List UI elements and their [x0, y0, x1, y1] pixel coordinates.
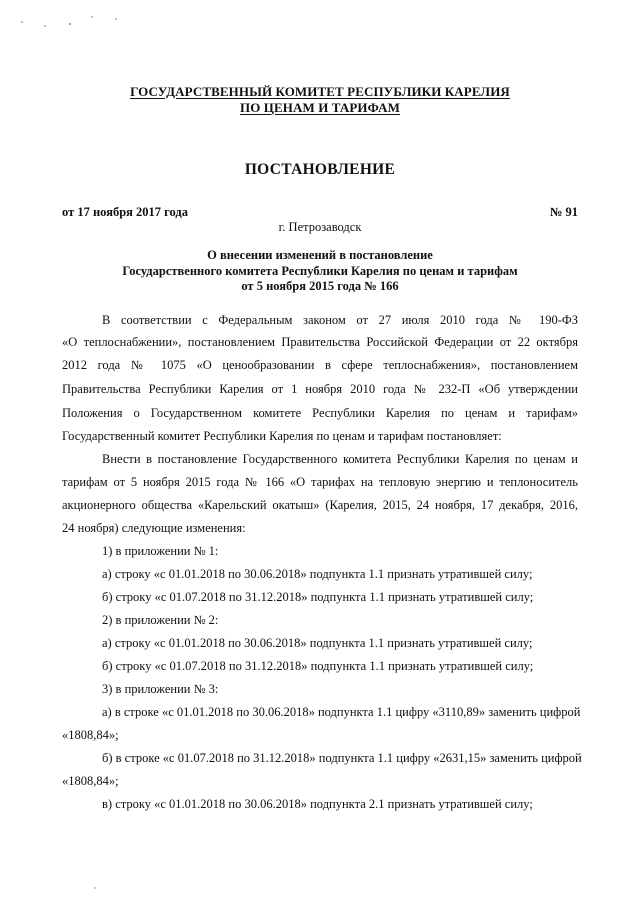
paragraph-line: Государственный комитет Республики Карелия по ценам и тарифам постановляет:	[62, 429, 502, 443]
list-item: а) строку «с 01.01.2018 по 30.06.2018» подпункта 1.1 признать утратившей силу;	[102, 567, 533, 581]
org-name-line1: ГОСУДАРСТВЕННЫЙ КОМИТЕТ РЕСПУБЛИКИ КАРЕЛИЯ	[130, 84, 510, 99]
list-item: в) строку «с 01.01.2018 по 30.06.2018» подпункта 2.1 признать утратившей силу;	[102, 797, 533, 811]
paragraph-line: Внести в постановление Государственного комитета Республики Карелия по ценам и	[102, 452, 578, 466]
subject-line-1: О внесении изменений в постановление	[207, 248, 433, 262]
list-item: 2) в приложении № 2:	[102, 613, 219, 627]
list-item: 3) в приложении № 3:	[102, 682, 219, 696]
paragraph-line: Положения о Государственном комитете Республики Карелия по ценам и тарифам»	[62, 406, 578, 420]
org-name-line2: ПО ЦЕНАМ И ТАРИФАМ	[240, 100, 400, 115]
list-item: б) строку «с 01.07.2018 по 31.12.2018» подпункта 1.1 признать утратившей силу;	[102, 659, 534, 673]
paragraph-line: «О теплоснабжении», постановлением Правительства Российской Федерации от 22 октября	[62, 335, 578, 349]
list-item: 1) в приложении № 1:	[102, 544, 219, 558]
document-number: № 91	[549, 205, 578, 219]
list-item: а) строку «с 01.01.2018 по 30.06.2018» подпункта 1.1 признать утратившей силу;	[102, 636, 533, 650]
list-item: б) строку «с 01.07.2018 по 31.12.2018» подпункта 1.1 признать утратившей силу;	[102, 590, 534, 604]
paragraph-line: акционерного общества «Карельский окатыш» (Карелия, 2015, 24 ноября, 17 декабря, 2016,	[62, 498, 578, 512]
list-item-continuation: «1808,84»;	[62, 728, 119, 742]
subject-line-3: от 5 ноября 2015 года № 166	[241, 279, 399, 293]
document-city: г. Петрозаводск	[278, 220, 362, 234]
paragraph-line: 24 ноября) следующие изменения:	[62, 521, 246, 535]
paragraph-line: В соответствии с Федеральным законом от 27 июля 2010 года № 190-ФЗ	[102, 313, 578, 327]
paragraph-line: тарифам от 5 ноября 2015 года № 166 «О тарифах на тепловую энергию и теплоноситель	[62, 475, 578, 489]
list-item: б) в строке «с 01.07.2018 по 31.12.2018» подпункта 1.1 цифру «2631,15» заменить цифрой	[102, 751, 582, 765]
list-item: а) в строке «с 01.01.2018 по 30.06.2018» подпункта 1.1 цифру «3110,89» заменить цифрой	[102, 705, 581, 719]
document-date: от 17 ноября 2017 года	[62, 205, 188, 219]
list-item-continuation: «1808,84»;	[62, 774, 119, 788]
paragraph-line: 2012 года № 1075 «О ценообразовании в сфере теплоснабжения», постановлением	[62, 358, 578, 372]
paragraph-line: Правительства Республики Карелия от 1 ноября 2010 года № 232-П «Об утверждении	[62, 382, 578, 396]
document-type-title: ПОСТАНОВЛЕНИЕ	[244, 161, 396, 178]
subject-line-2: Государственного комитета Республики Карелия по ценам и тарифам	[122, 264, 518, 278]
